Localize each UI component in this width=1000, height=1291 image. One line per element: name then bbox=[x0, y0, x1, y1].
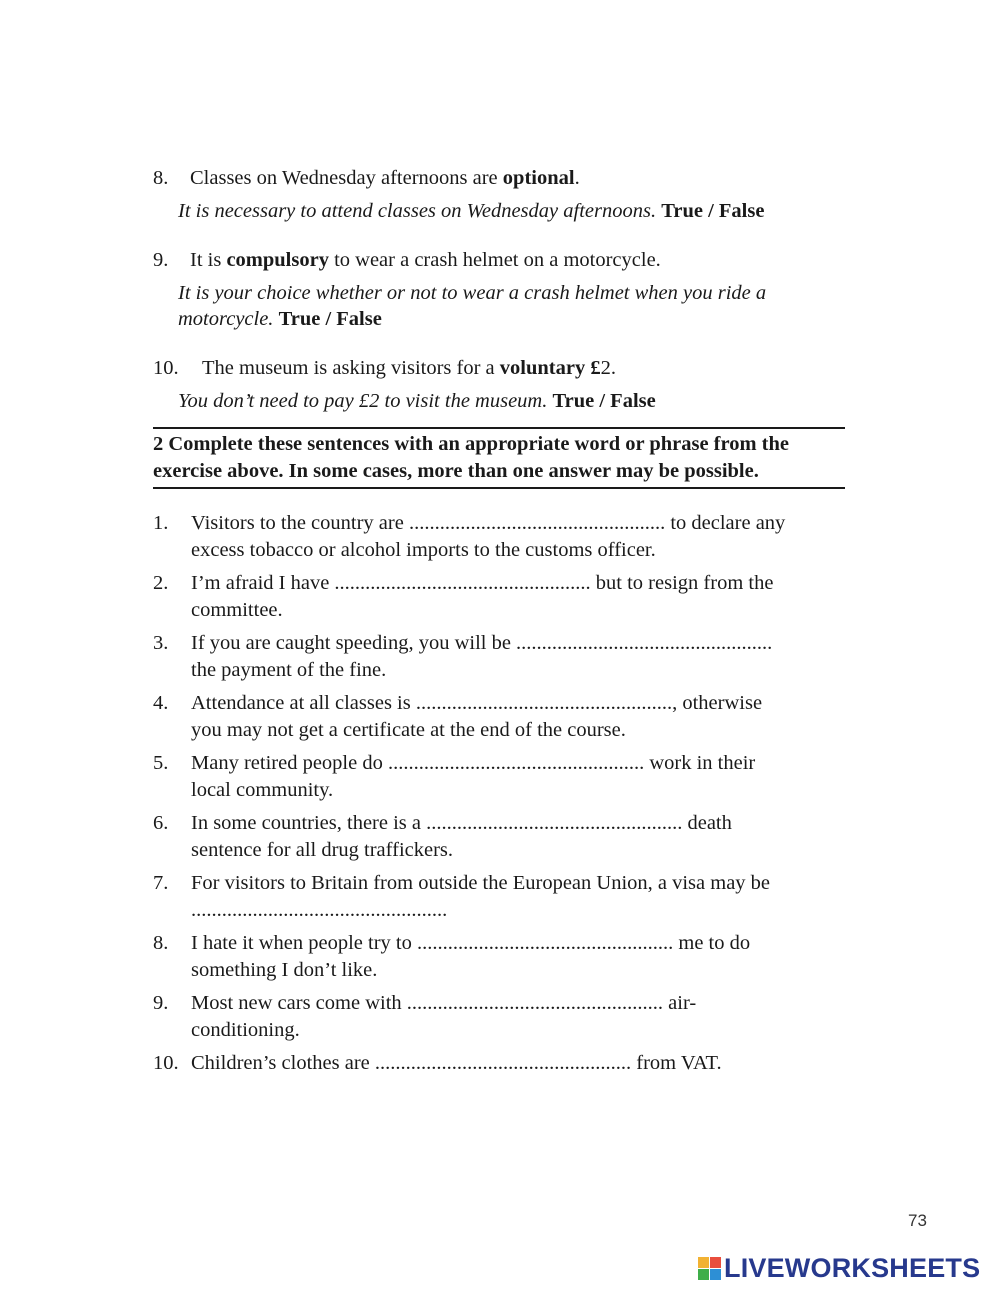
true-false-choice[interactable]: True / False bbox=[278, 308, 382, 330]
item-number: 9. bbox=[153, 249, 169, 271]
item-number: 10. bbox=[153, 357, 179, 379]
list-item-number: 4. bbox=[153, 692, 169, 714]
logo-square-icon bbox=[710, 1269, 721, 1280]
list-item-line1: I hate it when people try to .................................................. me to do bbox=[191, 932, 751, 954]
list-item-line1: For visitors to Britain from outside the European Union, a visa may be bbox=[191, 872, 771, 894]
list-item-number: 6. bbox=[153, 812, 169, 834]
statement-end: . bbox=[574, 167, 580, 189]
list-item-line1: In some countries, there is a .................................................. death bbox=[191, 812, 732, 834]
list-item-line2: .................................................. bbox=[191, 899, 448, 921]
list-item-line2: conditioning. bbox=[191, 1019, 300, 1041]
logo-mark-icon bbox=[698, 1257, 721, 1280]
statement-end: 2. bbox=[600, 357, 616, 379]
list-item-line1: Children’s clothes are .................................................. from VAT. bbox=[191, 1052, 722, 1074]
list-item-line2: something I don’t like. bbox=[191, 959, 378, 981]
list-item-line1: Many retired people do .................................................. work in their bbox=[191, 752, 756, 774]
section-2-heading bbox=[153, 427, 845, 489]
list-item-line2: sentence for all drug traffickers. bbox=[191, 839, 454, 861]
paraphrase-text: It is necessary to attend classes on Wednesday afternoons. bbox=[178, 200, 657, 222]
list-item-number: 5. bbox=[153, 752, 169, 774]
list-item-line1: Visitors to the country are .................................................. to declare any bbox=[191, 512, 786, 534]
list-item-line1: If you are caught speeding, you will be .................................................. bbox=[191, 632, 773, 654]
item-number: 8. bbox=[153, 167, 169, 189]
heading-line-1: 2 Complete these sentences with an appropriate word or phrase from the bbox=[153, 433, 790, 455]
paraphrase-text: You don’t need to pay £2 to visit the museum. bbox=[178, 390, 548, 412]
list-item-number: 3. bbox=[153, 632, 169, 654]
logo-text: LIVEWORKSHEETS bbox=[724, 1252, 981, 1283]
exercise-item-10 bbox=[153, 355, 853, 412]
list-item-line1: Most new cars come with .................................................. air- bbox=[191, 992, 697, 1014]
true-false-choice[interactable]: True / False bbox=[552, 390, 656, 412]
logo-square-icon bbox=[698, 1257, 709, 1268]
list-item-line1: I’m afraid I have .................................................. but to resign from the bbox=[191, 572, 774, 594]
list-item-line2: you may not get a certificate at the end of the course. bbox=[191, 719, 626, 741]
list-item-number: 10. bbox=[153, 1052, 179, 1074]
list-item-number: 1. bbox=[153, 512, 169, 534]
page-number: 73 bbox=[908, 1211, 927, 1230]
list-item-line2: local community. bbox=[191, 779, 334, 801]
list-item-number: 9. bbox=[153, 992, 169, 1014]
list-item-line1: Attendance at all classes is .................................................., otherwise bbox=[191, 692, 763, 714]
list-item-line2: the payment of the fine. bbox=[191, 659, 387, 681]
key-word: optional bbox=[502, 167, 575, 189]
list-item-number: 2. bbox=[153, 572, 169, 594]
heading-line-2: exercise above. In some cases, more than one answer may be possible. bbox=[153, 460, 759, 482]
exercise-item-8 bbox=[153, 165, 853, 222]
statement-text: It is bbox=[190, 249, 227, 271]
key-word: compulsory bbox=[226, 249, 329, 271]
liveworksheets-logo bbox=[698, 1252, 980, 1284]
exercise-item-9 bbox=[153, 247, 853, 330]
true-false-choice[interactable]: True / False bbox=[661, 200, 765, 222]
logo-square-icon bbox=[710, 1257, 721, 1268]
key-word: voluntary £ bbox=[499, 357, 601, 379]
statement-text: Classes on Wednesday afternoons are bbox=[190, 167, 503, 189]
list-item-number: 8. bbox=[153, 932, 169, 954]
statement-text: The museum is asking visitors for a bbox=[202, 357, 500, 379]
statement-end: to wear a crash helmet on a motorcycle. bbox=[328, 249, 661, 271]
list-item-line2: committee. bbox=[191, 599, 283, 621]
paraphrase-text: It is your choice whether or not to wear a crash helmet when you ride a bbox=[178, 282, 767, 304]
list-item-number: 7. bbox=[153, 872, 169, 894]
logo-square-icon bbox=[698, 1269, 709, 1280]
list-item-line2: excess tobacco or alcohol imports to the customs officer. bbox=[191, 539, 656, 561]
paraphrase-text-line2: motorcycle. bbox=[178, 308, 274, 330]
